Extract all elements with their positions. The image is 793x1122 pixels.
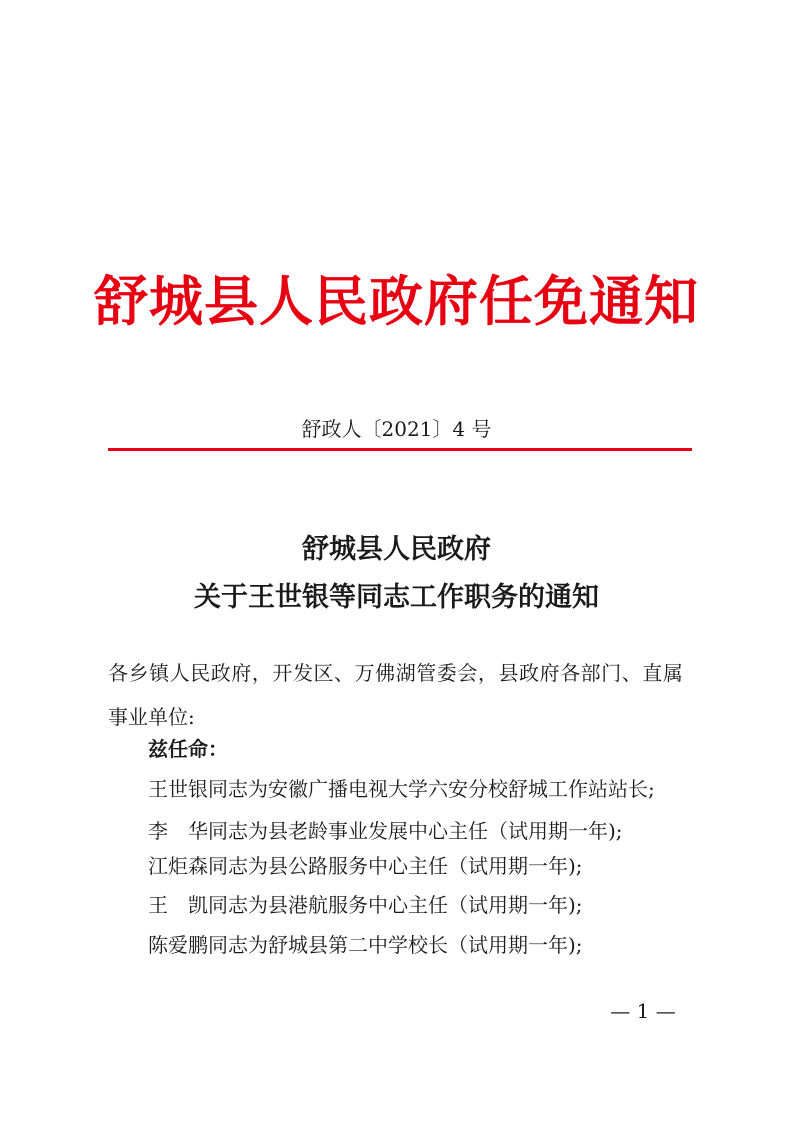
appointment-item: 王世银同志为安徽广播电视大学六安分校舒城工作站站长; <box>148 777 655 801</box>
page-number: — 1 — <box>610 999 676 1023</box>
document-title-line-2: 关于王世银等同志工作职务的通知 <box>194 582 599 613</box>
document-number: 舒政人〔2021〕4 号 <box>301 417 492 441</box>
document-title-line-1: 舒城县人民政府 <box>302 534 491 565</box>
addressee-line-1: 各乡镇人民政府，开发区、万佛湖管委会，县政府各部门、直属 <box>108 661 684 685</box>
addressee-line-2: 事业单位: <box>108 705 195 729</box>
masthead-title: 舒城县人民政府任免通知 <box>94 270 699 333</box>
red-divider-line <box>108 448 692 451</box>
appointment-item: 陈爱鹏同志为舒城县第二中学校长（试用期一年); <box>148 933 583 957</box>
appointment-heading: 兹任命： <box>148 737 228 761</box>
appointment-item: 江炬森同志为县公路服务中心主任（试用期一年); <box>148 854 583 878</box>
appointment-item: 王 凯同志为县港航服务中心主任（试用期一年); <box>148 893 583 917</box>
appointment-item: 李 华同志为县老龄事业发展中心主任（试用期一年); <box>148 819 623 843</box>
